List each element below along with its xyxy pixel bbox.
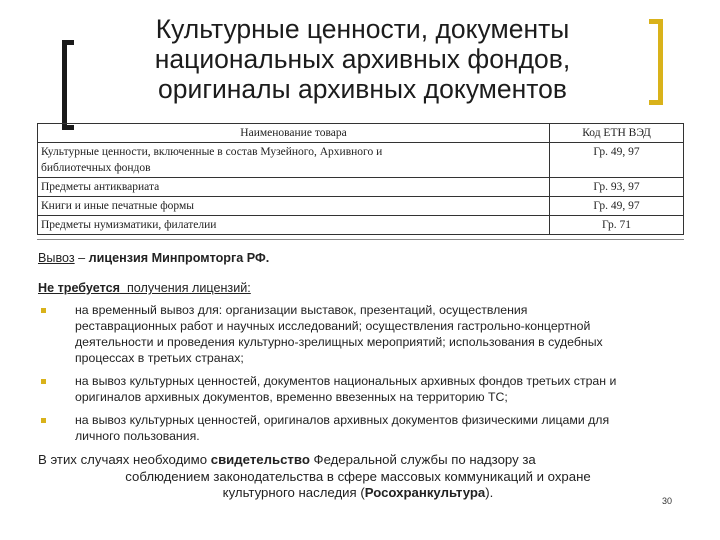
item-text: деятельности и проведения культурно-зрелищных мероприятий; использования в судебных xyxy=(75,335,603,349)
export-license: лицензия Минпромторга РФ. xyxy=(88,251,270,265)
item-text: на временный вывоз для: организации выставок, презентаций, осуществления xyxy=(75,303,528,317)
export-license-line xyxy=(38,250,269,267)
item-text: на вывоз культурных ценностей, документов национальных архивных фондов третьих стран и xyxy=(75,374,617,388)
bullet-square-icon xyxy=(41,379,46,384)
certificate-note xyxy=(38,452,678,502)
table-cell-name: Предметы нумизматики, филателии xyxy=(38,216,550,235)
not-required-rest: получения лицензий: xyxy=(119,281,251,295)
table-row xyxy=(38,216,684,235)
list-item xyxy=(38,412,698,444)
export-word: Вывоз xyxy=(38,251,75,265)
bullet-square-icon xyxy=(41,418,46,423)
right-bracket-decoration xyxy=(649,19,663,105)
note-text: культурного наследия ( xyxy=(222,485,365,500)
cell-text: Культурные ценности, включенные в состав Музейного, Архивного и xyxy=(41,146,383,158)
list-item xyxy=(38,302,698,366)
table-cell-name: Предметы антиквариата xyxy=(38,178,550,197)
header-code: Код ЕТН ВЭД xyxy=(550,124,684,143)
title-line-1: Культурные ценности, документы xyxy=(155,14,570,44)
item-text: реставрационных работ и научных исследований; осуществления гастрольно-концертной xyxy=(75,319,591,333)
list-item xyxy=(38,373,698,405)
not-required-line xyxy=(38,280,251,297)
note-text: В этих случаях необходимо xyxy=(38,452,211,467)
table-cell-code: Гр. 49, 97 xyxy=(550,143,684,178)
note-text: ). xyxy=(485,485,494,500)
goods-table xyxy=(37,123,684,235)
table-row xyxy=(38,197,684,216)
certificate-term: свидетельство xyxy=(210,452,310,467)
header-goods-name: Наименование товара xyxy=(38,124,550,143)
cell-text: библиотечных фондов xyxy=(41,162,151,174)
item-text: личного пользования. xyxy=(75,429,200,443)
table-cell-code: Гр. 71 xyxy=(550,216,684,235)
title-line-3: оригиналы архивных документов xyxy=(158,74,567,104)
table-row xyxy=(38,178,684,197)
item-text: оригиналов архивных документов, временно ввезенных на территорию ТС; xyxy=(75,390,508,404)
note-line-3 xyxy=(38,485,678,502)
export-dash: – xyxy=(74,251,89,265)
note-line-2: соблюдением законодательства в сфере массовых коммуникаций и охране xyxy=(125,468,591,484)
table-row xyxy=(38,143,684,178)
note-text: Федеральной службы по надзору за xyxy=(309,452,536,467)
note-line-1 xyxy=(38,452,678,469)
bullet-square-icon xyxy=(41,308,46,313)
exemptions-list xyxy=(38,302,698,451)
not-required-label: Не требуется xyxy=(38,281,120,295)
item-text: на вывоз культурных ценностей, оригиналов архивных документов физическими лицами для xyxy=(75,413,610,427)
table-bottom-rule xyxy=(37,239,684,240)
table-cell-name xyxy=(38,143,550,178)
slide-title xyxy=(80,14,645,104)
left-bracket-decoration xyxy=(62,40,74,130)
table-header-row xyxy=(38,124,684,143)
title-line-2: национальных архивных фондов, xyxy=(154,44,571,74)
table-cell-code: Гр. 93, 97 xyxy=(550,178,684,197)
item-text: процессах в третьих странах; xyxy=(75,351,244,365)
page-number: 30 xyxy=(662,496,673,506)
table-cell-code: Гр. 49, 97 xyxy=(550,197,684,216)
table-cell-name: Книги и иные печатные формы xyxy=(38,197,550,216)
agency-name: Росохранкультура xyxy=(364,485,486,500)
